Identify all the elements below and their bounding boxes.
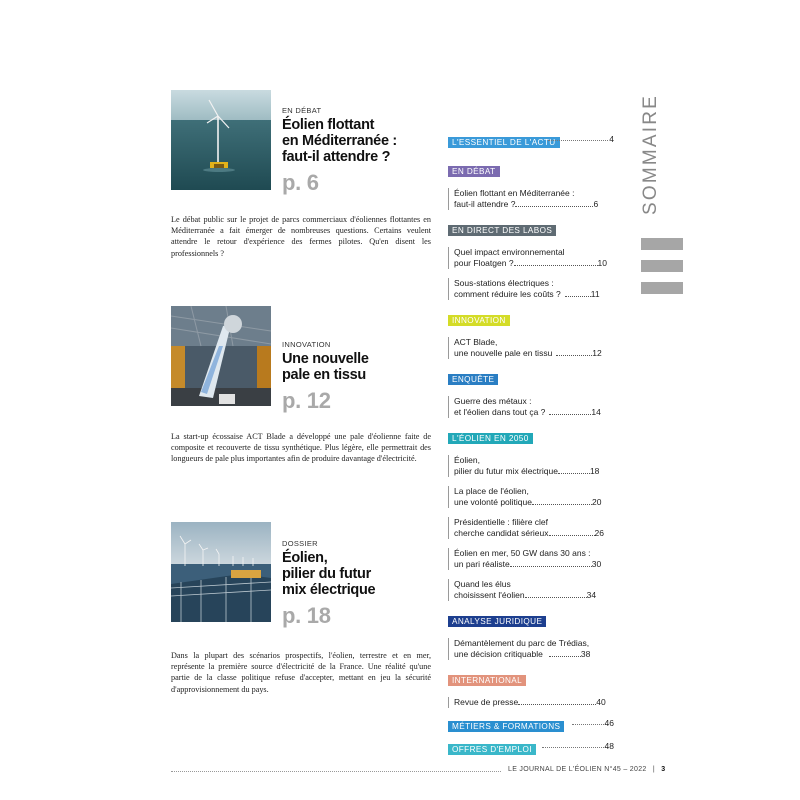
floating-turbine-photo	[171, 90, 271, 190]
dot-leader	[515, 200, 593, 207]
side-title: SOMMAIRE	[640, 93, 661, 215]
toc-entry[interactable]	[448, 517, 620, 539]
title-line: Éolien,	[282, 550, 328, 566]
entry-page: 12	[592, 348, 602, 358]
section-label: L'ESSENTIEL DE L'ACTU	[448, 137, 560, 148]
toc-section-enquete	[448, 369, 620, 387]
dot-leader	[549, 529, 595, 536]
dot-leader	[514, 259, 598, 266]
dot-leader	[572, 724, 608, 725]
factory-blade-photo	[171, 306, 271, 406]
entry-page: 40	[596, 697, 606, 707]
decorative-bar	[641, 238, 683, 250]
dot-leader	[549, 650, 581, 657]
section-page: 46	[604, 718, 614, 728]
toc-section-emploi[interactable]	[448, 739, 620, 757]
entry-title: Quand les élus	[454, 579, 511, 589]
entry-title: Quel impact environnemental	[454, 247, 565, 257]
title-line: faut-il attendre ?	[282, 149, 391, 165]
entry-title: pour Floatgen ?	[454, 258, 514, 268]
toc-entry[interactable]	[448, 638, 620, 660]
section-label: INTERNATIONAL	[448, 675, 526, 686]
section-label: EN DÉBAT	[448, 166, 500, 177]
toc-section-essentiel[interactable]	[448, 132, 620, 150]
entry-title: et l'éolien dans tout ça ?	[454, 407, 546, 417]
feature-title[interactable]	[282, 351, 442, 383]
feature-page-ref[interactable]: p. 6	[282, 170, 319, 195]
feature-header	[282, 539, 442, 629]
entry-page: 14	[591, 407, 601, 417]
table-of-contents	[448, 126, 620, 757]
toc-entry[interactable]	[448, 579, 620, 601]
title-line: Une nouvelle	[282, 351, 369, 367]
toc-entry[interactable]	[448, 337, 620, 359]
entry-title: choisissent l'éolien	[454, 590, 525, 600]
entry-title: Éolien en mer, 50 GW dans 30 ans :	[454, 548, 591, 558]
toc-section-eolien-2050	[448, 428, 620, 446]
entry-page: 20	[591, 497, 602, 507]
title-line: mix électrique	[282, 582, 376, 598]
entry-page: 10	[597, 258, 608, 268]
dot-leader	[518, 698, 596, 705]
footer	[508, 766, 665, 773]
feature-title[interactable]	[282, 117, 442, 165]
feature-summary: Dans la plupart des scénarios prospectifs, l'éolien, terrestre et en mer, représente la première source d'électricité de la France. Une réalité qu'une partie de la classe politique refuse d'accepter, mettant en jeu la sécurité d'approvisionnement du pays.	[171, 651, 431, 694]
entry-title: cherche candidat sérieux	[454, 528, 549, 538]
entry-page: 18	[589, 466, 600, 476]
entry-title: Éolien,	[454, 455, 480, 465]
entry-title: une nouvelle pale en tissu	[454, 348, 553, 358]
feature-summary: Le débat public sur le projet de parcs commerciaux d'éoliennes flottantes en Méditerranée a fait émerger de nombreuses questions. Certains veulent attendre le retour d'expérience des fermes pilotes. Qu'en disent les professionnels ?	[171, 215, 431, 258]
entry-title: Présidentielle : filière clef	[454, 517, 549, 527]
entry-title: Guerre des métaux :	[454, 396, 532, 406]
section-label: EN DIRECT DES LABOS	[448, 225, 556, 236]
toc-entry[interactable]	[448, 697, 620, 708]
entry-title: faut-il attendre ?	[454, 199, 516, 209]
dot-leader	[510, 560, 592, 567]
feature-page-ref[interactable]: p. 12	[282, 388, 331, 413]
dot-leader	[549, 408, 591, 415]
dot-leader	[565, 290, 591, 297]
entry-title: pilier du futur mix électrique	[454, 466, 558, 476]
entry-title: Revue de presse	[454, 697, 519, 707]
feature-summary: La start-up écossaise ACT Blade a développé une pale d'éolienne faite de composite et recouverte de tissu synthétique. Plus légère, elle permettrait des longueurs de pale plus importantes afin de produire davantage d'électricité.	[171, 432, 431, 464]
toc-section-international	[448, 670, 620, 688]
journal-name: LE JOURNAL DE L'ÉOLIEN N°45 – 2022	[508, 766, 647, 773]
entry-page: 38	[580, 649, 591, 659]
section-label: MÉTIERS & FORMATIONS	[448, 721, 564, 732]
page-number: 3	[661, 766, 666, 773]
feature-page-ref[interactable]: p. 18	[282, 603, 331, 628]
entry-title: Démantèlement du parc de Trédias,	[454, 638, 590, 648]
entry-title: un pari réaliste	[454, 559, 510, 569]
title-line: Éolien flottant	[282, 117, 375, 133]
toc-section-juridique	[448, 611, 620, 629]
footer-rule	[171, 771, 501, 772]
entry-page: 34	[586, 590, 597, 600]
toc-entry[interactable]	[448, 247, 620, 269]
toc-section-debat	[448, 161, 620, 179]
section-page: 48	[604, 741, 614, 751]
toc-section-metiers[interactable]	[448, 716, 620, 734]
feature-kicker: EN DÉBAT	[282, 106, 322, 115]
dot-leader	[542, 747, 608, 748]
entry-title: Éolien flottant en Méditerranée :	[454, 188, 575, 198]
section-label: OFFRES D'EMPLOI	[448, 744, 536, 755]
title-line: pale en tissu	[282, 367, 366, 383]
feature-header	[282, 340, 442, 414]
toc-entry[interactable]	[448, 486, 620, 508]
entry-title: une décision critiquable	[454, 649, 543, 659]
dot-leader	[532, 498, 592, 505]
entry-page: 6	[593, 199, 599, 209]
entry-title: une volonté politique	[454, 497, 532, 507]
toc-entry[interactable]	[448, 396, 620, 418]
entry-page: 30	[591, 559, 602, 569]
section-label: ENQUÊTE	[448, 374, 498, 385]
feature-title[interactable]	[282, 550, 442, 598]
footer-separator: |	[652, 766, 655, 773]
entry-title: comment réduire les coûts ?	[454, 289, 561, 299]
entry-title: Sous-stations électriques :	[454, 278, 554, 288]
entry-title: ACT Blade,	[454, 337, 498, 347]
decorative-bar	[641, 282, 683, 294]
dot-leader	[548, 140, 608, 141]
entry-page: 26	[594, 528, 604, 538]
section-label: ANALYSE JURIDIQUE	[448, 616, 546, 627]
toc-entry[interactable]	[448, 188, 620, 210]
section-page: 4	[609, 134, 614, 144]
decorative-bar	[641, 260, 683, 272]
feature-header	[282, 106, 442, 196]
toc-entry[interactable]	[448, 278, 620, 300]
dot-leader	[558, 467, 590, 474]
title-line: en Méditerranée :	[282, 133, 397, 149]
feature-kicker: INNOVATION	[282, 340, 331, 349]
section-label: L'ÉOLIEN EN 2050	[448, 433, 533, 444]
section-label: INNOVATION	[448, 315, 510, 326]
entry-title: La place de l'éolien,	[454, 486, 529, 496]
title-line: pilier du futur	[282, 566, 371, 582]
dot-leader	[525, 591, 587, 598]
feature-kicker: DOSSIER	[282, 539, 318, 548]
entry-page: 11	[590, 289, 600, 299]
offshore-wind-farm-photo	[171, 522, 271, 622]
toc-entry[interactable]	[448, 548, 620, 570]
dot-leader	[556, 349, 592, 356]
toc-entry[interactable]	[448, 455, 620, 477]
toc-section-labos	[448, 220, 620, 238]
toc-section-innovation	[448, 310, 620, 328]
